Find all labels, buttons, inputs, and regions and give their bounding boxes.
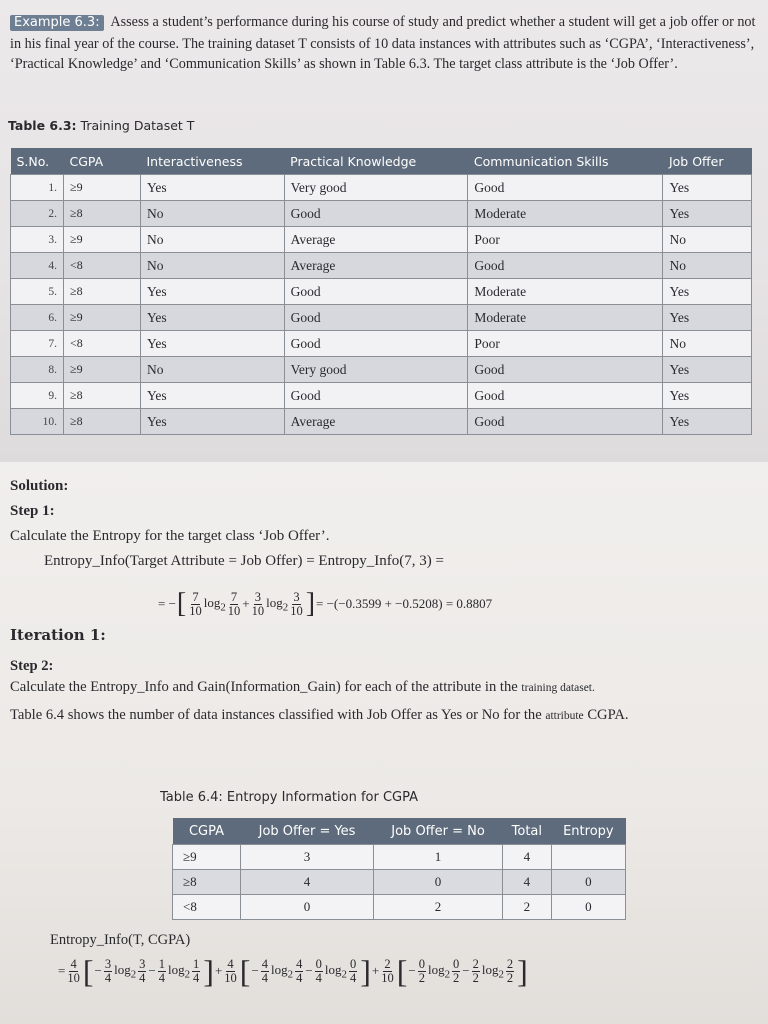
cell-practical-knowledge: Good — [284, 305, 468, 331]
cell-job-offer: Yes — [663, 201, 752, 227]
frac-num: 7 — [192, 589, 199, 604]
cell-communication-skills: Good — [468, 253, 663, 279]
table-row — [173, 845, 626, 870]
iteration-heading: Iteration 1: — [10, 626, 106, 644]
log-base: 2 — [282, 601, 289, 614]
frac-num: 1 — [193, 956, 200, 971]
left-bracket: [ — [239, 953, 251, 989]
header-job-offer: Job Offer — [663, 148, 752, 175]
cell-cgpa: ≥9 — [64, 305, 141, 331]
solution-heading: Solution: — [10, 478, 69, 494]
fraction — [315, 958, 323, 985]
table-6-3-caption-number: Table 6.3: — [8, 118, 77, 133]
frac-num: 3 — [139, 956, 146, 971]
table-row — [11, 305, 752, 331]
solution-section — [10, 474, 758, 574]
entropy-line: Entropy_Info(Target Attribute = Job Offer) = Entropy_Info(7, 3) = — [44, 553, 444, 569]
log-base: 2 — [220, 601, 226, 614]
cell-communication-skills: Good — [468, 383, 663, 409]
fraction — [295, 958, 303, 985]
log-term — [482, 962, 504, 981]
cell-job-offer: Yes — [663, 279, 752, 305]
cell-sno: 4. — [11, 253, 64, 279]
header-cgpa: CGPA — [64, 148, 141, 175]
fraction — [506, 958, 514, 985]
cell-practical-knowledge: Average — [284, 409, 468, 435]
cell-no: 1 — [374, 845, 503, 870]
table-row — [11, 331, 752, 357]
frac-num: 2 — [472, 956, 479, 971]
entropy-cgpa-table — [172, 818, 626, 920]
frac-num: 0 — [315, 956, 322, 971]
cell-no: 0 — [374, 870, 503, 895]
cell-practical-knowledge: Very good — [284, 357, 468, 383]
cell-sno: 6. — [11, 305, 64, 331]
table-row — [11, 279, 752, 305]
step2-section — [10, 656, 762, 727]
frac-num: 4 — [261, 956, 269, 971]
header-sno: S.No. — [11, 148, 64, 175]
log-text: log — [266, 594, 283, 610]
table-ref-main: Table 6.4 shows the number of data instances classified with Job Offer as Yes or No for the — [10, 707, 542, 723]
log-base: 2 — [498, 968, 504, 981]
cell-practical-knowledge: Good — [284, 331, 468, 357]
cell-cgpa: ≥9 — [64, 175, 141, 201]
plus-sign: + — [214, 963, 223, 978]
example-text: Assess a student’s performance during his course of study and predict whether a student will get a job offer or not in his final year of the course. The training dataset T consists of 10 data instances with attributes such as ‘CGPA’, ‘Interactiveness’, ‘Practical Knowledge’ and ‘Communication Skills’ as shown in Table 6.3. The target class attribute is the ‘Job Offer’. — [10, 14, 756, 72]
fraction — [189, 591, 202, 618]
frac-den: 4 — [139, 970, 146, 985]
cell-interactiveness: No — [141, 357, 285, 383]
log-base: 2 — [184, 968, 191, 981]
entropy-cgpa-heading: Entropy_Info(T, CGPA) — [50, 932, 191, 948]
cell-job-offer: Yes — [663, 305, 752, 331]
left-bracket: [ — [82, 953, 94, 989]
cell-entropy: 0 — [551, 870, 625, 895]
table-row — [11, 227, 752, 253]
fraction — [67, 958, 80, 985]
table-row — [11, 383, 752, 409]
cell-interactiveness: Yes — [141, 409, 285, 435]
cell-practical-knowledge: Good — [284, 383, 468, 409]
table-header-row — [11, 148, 752, 175]
cell-communication-skills: Moderate — [468, 279, 663, 305]
frac-den: 2 — [472, 970, 479, 985]
table-row — [11, 409, 752, 435]
frac-den: 4 — [193, 970, 200, 985]
formula-result: = −(−0.3599 + −0.5208) = 0.8807 — [316, 596, 493, 611]
example-intro — [10, 12, 758, 75]
cell-practical-knowledge: Very good — [284, 175, 468, 201]
frac-num: 4 — [296, 956, 303, 971]
cell-total: 2 — [502, 895, 551, 920]
frac-den: 2 — [506, 970, 514, 985]
table-6-3-caption-title: Training Dataset T — [80, 118, 195, 133]
header-job-offer-yes: Job Offer = Yes — [241, 818, 374, 845]
fraction — [252, 591, 265, 618]
fraction — [138, 958, 146, 985]
frac-num: 1 — [158, 956, 165, 971]
cell-interactiveness: No — [141, 227, 285, 253]
log-text: log — [271, 961, 288, 977]
header-interactiveness: Interactiveness — [141, 148, 285, 175]
log-term — [204, 595, 226, 614]
minus-sign: − — [251, 963, 259, 978]
cell-communication-skills: Poor — [468, 227, 663, 253]
frac-den: 10 — [189, 603, 202, 618]
log-text: log — [481, 961, 499, 977]
cell-communication-skills: Good — [468, 409, 663, 435]
frac-num: 0 — [453, 956, 460, 971]
cell-communication-skills: Good — [468, 357, 663, 383]
frac-den: 10 — [381, 970, 394, 985]
cell-sno: 9. — [11, 383, 64, 409]
frac-den: 4 — [261, 970, 269, 985]
right-bracket: ] — [517, 953, 528, 989]
log-term — [266, 595, 288, 614]
cell-cgpa: <8 — [64, 253, 141, 279]
cell-cgpa: <8 — [64, 331, 141, 357]
step2-text-main: Calculate the Entropy_Info and Gain(Information_Gain) for each of the attribute in the — [10, 679, 518, 695]
fraction — [224, 958, 237, 985]
formula-lead: = − — [158, 596, 176, 611]
log-text: log — [114, 961, 131, 977]
minus-sign: − — [408, 963, 416, 978]
cell-job-offer: Yes — [663, 357, 752, 383]
frac-den: 4 — [158, 970, 165, 985]
right-bracket: ] — [203, 953, 214, 989]
plus-sign: + — [371, 963, 380, 978]
log-term — [428, 962, 450, 981]
frac-num: 2 — [384, 956, 391, 971]
entropy-formula — [158, 590, 492, 618]
log-base: 2 — [287, 968, 294, 981]
cell-interactiveness: Yes — [141, 331, 285, 357]
cell-cgpa: ≥9 — [64, 357, 141, 383]
fraction — [418, 958, 426, 985]
table-row — [173, 895, 626, 920]
cell-job-offer: Yes — [663, 383, 752, 409]
header-job-offer-no: Job Offer = No — [374, 818, 503, 845]
cell-sno: 7. — [11, 331, 64, 357]
frac-num: 4 — [70, 956, 77, 971]
frac-den: 10 — [67, 970, 80, 985]
cell-practical-knowledge: Good — [284, 201, 468, 227]
cell-yes: 0 — [241, 895, 374, 920]
log-term — [168, 962, 190, 981]
step1-text: Calculate the Entropy for the target class ‘Job Offer’. — [10, 528, 330, 544]
minus-sign: − — [305, 963, 313, 978]
cell-yes: 4 — [241, 870, 374, 895]
cell-job-offer: No — [663, 253, 752, 279]
formula-lead: = — [58, 963, 66, 978]
fraction — [349, 958, 357, 985]
frac-num: 3 — [293, 589, 300, 604]
cell-sno: 5. — [11, 279, 64, 305]
cell-no: 2 — [374, 895, 503, 920]
cell-entropy: 0 — [551, 895, 625, 920]
cell-interactiveness: Yes — [141, 279, 285, 305]
header-communication-skills: Communication Skills — [468, 148, 663, 175]
frac-den: 4 — [296, 970, 303, 985]
frac-den: 2 — [418, 970, 425, 985]
cell-job-offer: Yes — [663, 409, 752, 435]
cell-cgpa: ≥8 — [64, 279, 141, 305]
log-text: log — [167, 961, 185, 977]
fraction — [472, 958, 480, 985]
cell-practical-knowledge: Average — [284, 253, 468, 279]
frac-num: 0 — [349, 956, 357, 971]
table-header-row — [173, 818, 626, 845]
right-bracket: ] — [360, 953, 371, 989]
example-label: Example 6.3: — [10, 15, 104, 31]
fraction — [158, 958, 166, 985]
minus-sign: − — [94, 963, 102, 978]
fraction — [381, 958, 394, 985]
frac-num: 7 — [230, 589, 238, 604]
log-text: log — [427, 961, 445, 977]
cell-sno: 1. — [11, 175, 64, 201]
fraction — [452, 958, 460, 985]
table-row — [11, 357, 752, 383]
cell-cgpa: ≥8 — [64, 383, 141, 409]
table-row — [173, 870, 626, 895]
header-entropy: Entropy — [551, 818, 625, 845]
fraction — [228, 591, 241, 618]
frac-den: 10 — [224, 970, 237, 985]
frac-num: 2 — [506, 956, 514, 971]
step1-heading: Step 1: — [10, 503, 55, 519]
frac-num: 0 — [418, 956, 425, 971]
plus-sign: + — [242, 596, 250, 611]
cell-communication-skills: Moderate — [468, 201, 663, 227]
table-row — [11, 175, 752, 201]
header-total: Total — [502, 818, 551, 845]
step2-text-tail: training dataset. — [521, 682, 595, 694]
table-6-4-caption: Table 6.4: Entropy Information for CGPA — [160, 790, 419, 805]
cell-job-offer: No — [663, 227, 752, 253]
frac-den: 2 — [453, 970, 460, 985]
cell-entropy — [551, 845, 625, 870]
cell-communication-skills: Moderate — [468, 305, 663, 331]
cell-interactiveness: Yes — [141, 383, 285, 409]
log-term — [271, 962, 293, 981]
minus-sign: − — [148, 963, 156, 978]
cell-total: 4 — [502, 870, 551, 895]
header-cgpa: CGPA — [173, 818, 241, 845]
left-bracket: [ — [176, 588, 187, 619]
header-practical-knowledge: Practical Knowledge — [284, 148, 468, 175]
table-ref-tail: attribute — [545, 710, 584, 722]
cell-cgpa: ≥9 — [173, 845, 241, 870]
fraction — [192, 958, 200, 985]
cell-interactiveness: Yes — [141, 305, 285, 331]
cell-cgpa: ≥8 — [64, 409, 141, 435]
fraction — [290, 591, 303, 618]
log-text: log — [324, 961, 342, 977]
frac-den: 4 — [349, 970, 357, 985]
log-base: 2 — [130, 968, 137, 981]
entropy-cgpa-formula — [58, 953, 529, 989]
frac-den: 10 — [227, 603, 241, 618]
frac-den: 4 — [104, 970, 112, 985]
cell-job-offer: Yes — [663, 175, 752, 201]
cell-practical-knowledge: Average — [284, 227, 468, 253]
fraction — [261, 958, 269, 985]
cell-cgpa: ≥8 — [64, 201, 141, 227]
minus-sign: − — [462, 963, 470, 978]
step2-heading: Step 2: — [10, 658, 54, 674]
table-ref-text — [10, 705, 762, 727]
cell-sno: 3. — [11, 227, 64, 253]
log-term — [325, 962, 347, 981]
frac-num: 4 — [227, 956, 234, 971]
log-base: 2 — [341, 968, 347, 981]
cell-practical-knowledge: Good — [284, 279, 468, 305]
frac-num: 3 — [104, 956, 112, 971]
cell-cgpa: ≥8 — [173, 870, 241, 895]
fraction — [104, 958, 112, 985]
log-base: 2 — [444, 968, 451, 981]
right-bracket: ] — [305, 588, 316, 619]
cell-total: 4 — [502, 845, 551, 870]
cell-cgpa: ≥9 — [64, 227, 141, 253]
cell-interactiveness: No — [141, 201, 285, 227]
training-dataset-table — [10, 148, 752, 435]
cell-job-offer: No — [663, 331, 752, 357]
cell-sno: 8. — [11, 357, 64, 383]
table-ref-end: CGPA. — [587, 707, 629, 723]
frac-num: 3 — [254, 589, 262, 604]
frac-den: 10 — [251, 603, 265, 618]
cell-interactiveness: Yes — [141, 175, 285, 201]
table-row — [11, 253, 752, 279]
cell-interactiveness: No — [141, 253, 285, 279]
table-6-3-caption — [8, 118, 194, 133]
table-row — [11, 201, 752, 227]
cell-cgpa: <8 — [173, 895, 241, 920]
cell-sno: 10. — [11, 409, 64, 435]
frac-den: 10 — [290, 603, 303, 618]
frac-den: 4 — [315, 970, 322, 985]
log-term — [114, 962, 136, 981]
cell-sno: 2. — [11, 201, 64, 227]
cell-communication-skills: Poor — [468, 331, 663, 357]
left-bracket: [ — [396, 953, 408, 989]
cell-yes: 3 — [241, 845, 374, 870]
cell-communication-skills: Good — [468, 175, 663, 201]
log-text: log — [203, 594, 221, 610]
step2-text — [10, 677, 762, 699]
